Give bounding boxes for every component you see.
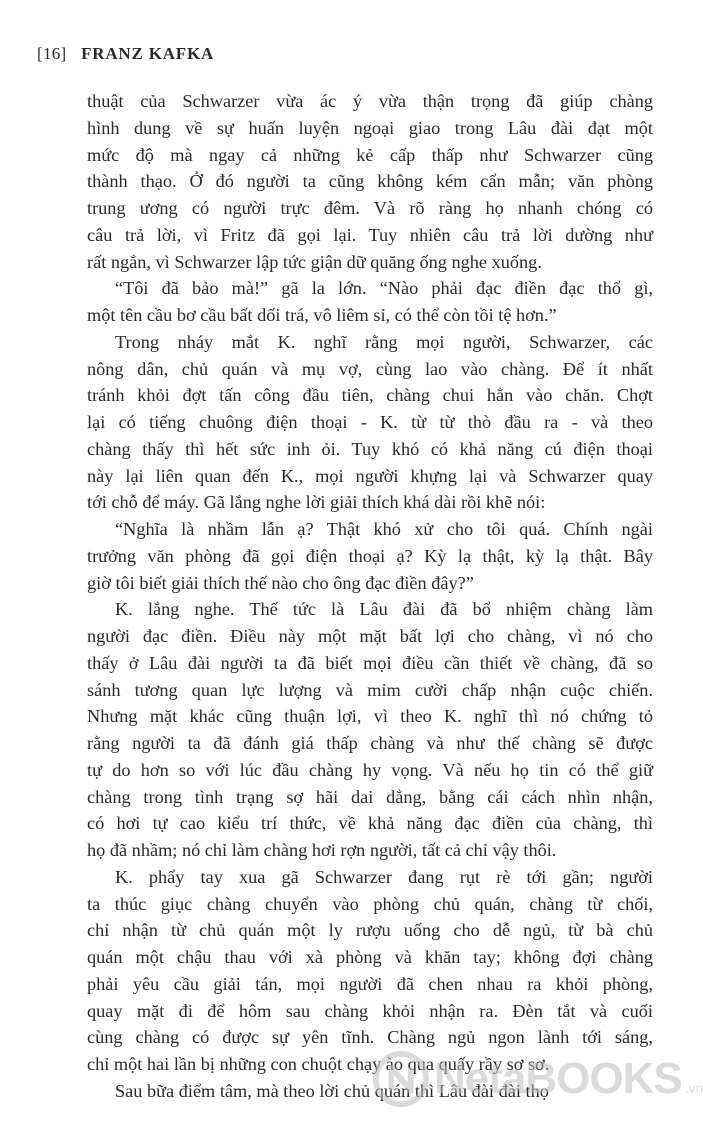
text-line: thuật của Schwarzer vừa ác ý vừa thận trọng đã giúp chàng: [87, 91, 653, 111]
text-line: Trong nháy mắt K. nghĩ rằng mọi người, Schwarzer, các: [115, 331, 653, 352]
text-line: câu trả lời, vì Fritz đã gọi lại. Tuy nhiên câu trả lời dường như: [87, 224, 653, 245]
text-line: tới chỗ để máy. Gã lắng nghe lời giải thích khá dài rồi khẽ nói:: [87, 492, 546, 513]
text-line: trung ương có người trực đêm. Và rõ ràng họ nhanh chóng có: [87, 198, 653, 218]
text-line: chỉ một hai lần bị những con chuột chạy ào qua quấy rầy sơ sơ.: [87, 1054, 550, 1074]
watermark: [372, 1050, 703, 1108]
text-line: họ đã nhầm; nó chỉ làm chàng hơi rợn người, tất cả chỉ vậy thôi.: [87, 840, 557, 860]
text-line: chỉ nhận từ chủ quán một ly rượu uống cho dễ ngủ, từ bà chủ: [87, 920, 653, 941]
text-line: phải yêu cầu giải tán, mọi người đã chen nhau ra khỏi phòng,: [87, 973, 653, 994]
text-line: hình dung về sự huấn luyện ngoại giao trong Lâu đài đạt một: [87, 117, 653, 138]
text-line: thấy ở Lâu đài người ta đã biết mọi điều cần thiết về chàng, đã so: [87, 652, 653, 673]
text-line: Sau bữa điểm tâm, mà theo lời chủ quán thì Lâu đài đài thọ: [115, 1080, 549, 1101]
text-line: cùng chàng có được sự yên tĩnh. Chàng ngủ ngon lành tới sáng,: [87, 1027, 653, 1048]
running-header: [37, 44, 214, 64]
text-line: người đạc điền. Điều này một mặt bất lợi cho chàng, vì nó cho: [87, 626, 653, 646]
watermark-suffix: .vn: [684, 1080, 703, 1096]
text-line: chàng trong tình trạng sợ hãi dai dẳng, bằng cái cách nhìn nhận,: [87, 786, 653, 807]
text-line: rất ngắn, vì Schwarzer lập tức giận dữ quăng ống nghe xuống.: [87, 251, 542, 272]
body-text: [87, 88, 653, 1105]
text-line: thành thạo. Ở đó người ta cũng không kém cẩn mẫn; văn phòng: [87, 171, 653, 192]
text-line: tránh khỏi đợt tấn công đầu tiên, chàng chui hẳn vào chăn. Chợt: [87, 385, 653, 406]
text-line: chàng thấy thì hết sức inh ỏi. Tuy khó có khả năng cú điện thoại: [87, 438, 653, 459]
text-line: rằng người ta đã đánh giá thấp chàng và như thế chàng sẽ được: [87, 733, 653, 753]
text-line: “Nghĩa là nhầm lẫn ạ? Thật khó xử cho tôi quá. Chính ngài: [115, 519, 653, 539]
text-line: “Tôi đã bảo mà!” gã la lớn. “Nào phải đạc điền đạc thổ gì,: [115, 278, 653, 299]
n-circle-logo-icon: [372, 1050, 430, 1108]
watermark-brand: NetaBOOKS: [434, 1054, 682, 1103]
text-line: giờ tôi biết giải thích thế nào cho ông đạc điền đây?”: [87, 572, 474, 593]
text-line: trưởng văn phòng đã gọi điện thoại ạ? Kỳ lạ thật, kỳ lạ thật. Bây: [87, 545, 653, 566]
running-head-author: FRANZ KAFKA: [81, 44, 215, 63]
text-line: nông dân, chủ quán và mụ vợ, cùng lao vào chàng. Để ít nhất: [87, 358, 653, 379]
text-line: có hơi tự cao kiểu trí thức, về khả năng đạc điền của chàng, thì: [87, 813, 653, 834]
text-line: sánh tương quan lực lượng và mỉm cười chấp nhận cuộc chiến.: [87, 679, 653, 700]
page-number: [16]: [37, 44, 67, 63]
text-line: Nhưng mặt khác cũng thuận lợi, vì theo K. nghĩ thì nó chứng tỏ: [87, 706, 653, 727]
text-line: một tên cầu bơ cầu bất dối trá, vô liêm sỉ, có thể còn tồi tệ hơn.”: [87, 305, 557, 325]
text-line: tự do hơn so với lúc đầu chàng hy vọng. Và nếu họ tin có thể giữ: [87, 759, 653, 780]
text-line: quán một chậu thau với xà phòng và khăn tay; không đợi chàng: [87, 947, 653, 967]
text-line: lại có tiếng chuông điện thoại - K. từ từ thò đầu ra - và theo: [87, 412, 653, 432]
text-line: K. phẩy tay xua gã Schwarzer đang rụt rè tới gần; người: [115, 866, 653, 887]
text-line: này lại liên quan đến K., mọi người khựng lại và Schwarzer quay: [87, 465, 653, 486]
text-line: K. lắng nghe. Thế tức là Lâu đài đã bổ nhiệm chàng làm: [115, 599, 653, 620]
text-line: mức độ mà ngay cả những kẻ cấp thấp như Schwarzer cũng: [87, 144, 653, 165]
text-line: quay mặt đi để hôm sau chàng khỏi nhận ra. Đèn tắt và cuối: [87, 1000, 653, 1021]
text-line: ta thúc giục chàng chuyển vào phòng chủ quán, chàng từ chối,: [87, 893, 653, 914]
